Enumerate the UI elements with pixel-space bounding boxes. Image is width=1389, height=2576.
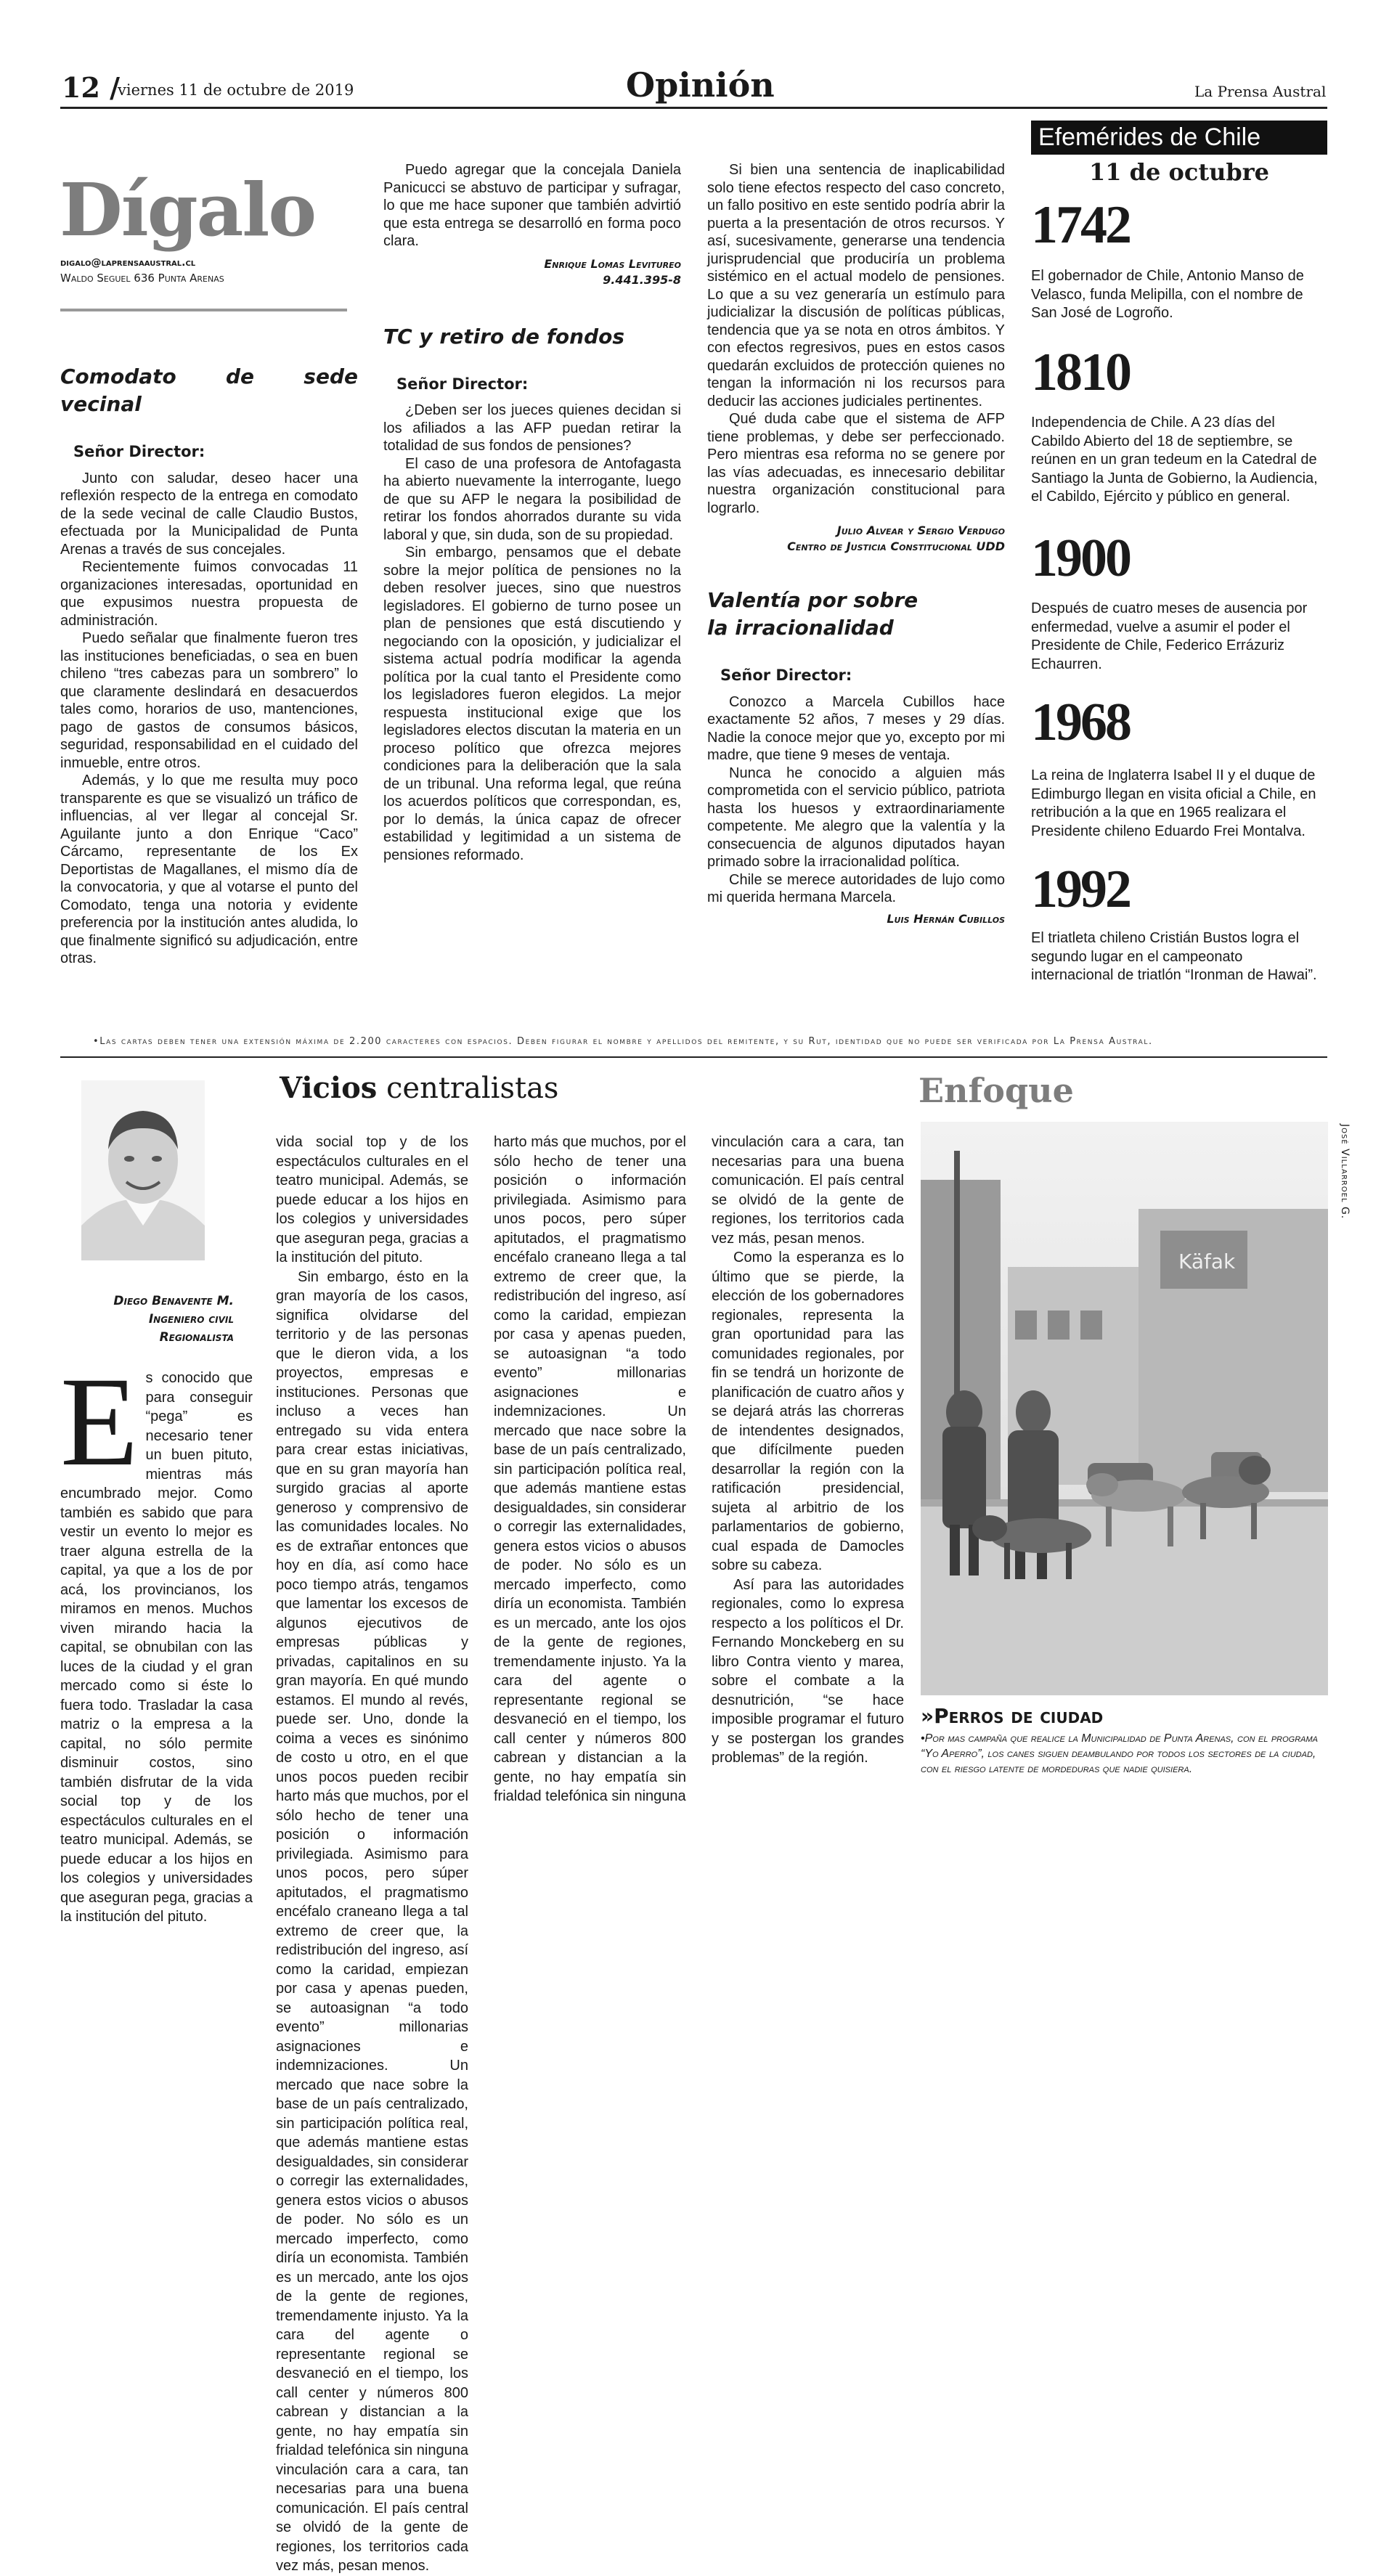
letter-signature: Julio Alvear y Sergio Verdugo bbox=[836, 523, 1005, 537]
column-text-4 bbox=[712, 1133, 904, 1786]
efemeride-year: 1900 bbox=[1031, 529, 1130, 588]
efemeride-text: El gobernador de Chile, Antonio Manso de Velasco, funda Melipilla, con el nombre de San José de Logroño. bbox=[1031, 268, 1304, 321]
efemeride-year: 1742 bbox=[1031, 195, 1130, 255]
paragraph: Qué duda cabe que el sistema de AFP tiene problemas, y debe ser perfeccionado. Pero mientras esa reforma no se genere por las vías adecuadas, es innecesario debilitar nuestra organización constitucional para lograrlo. bbox=[707, 411, 1005, 516]
letter-column-c bbox=[707, 161, 1005, 927]
paragraph: Nunca he conocido a alguien más comprometida con el servicio público, patriota hasta los huesos y extraordinariamente competente. Me alegro que la valentía y la consecuencia de algunos diputados hayan primado sobre la irracionalidad política. bbox=[707, 765, 1005, 870]
issue-date: viernes 11 de octubre de 2019 bbox=[118, 81, 354, 99]
letter-title bbox=[707, 587, 1005, 642]
paragraph: Sin embargo, ésto en la gran mayoría de los casos, significa olvidarse del territorio y de las personas que le dieron vida, a los proyectos, empresas e instituciones. Personas que incluso a veces han entregado su vida entera para crear estas iniciativas, que en su gran mayoría han surgido gracias al aporte generoso y comprensivo de las comunidades locales. No es de extrañar entonces que hoy en día, así como hace poco tiempo atrás, tengamos que lamentar los excesos de algunos ejecutivos de empresas públicas y privadas, capitalinos en su gran mayoría. En qué mundo estamos. El mundo al revés, puede ser. Uno, donde la coima a veces es sinónimo de costo u otro, en el que unos pocos pueden recibir harto más que muchos, por el sólo hecho de tener una posición o información privilegiada. Asimismo para unos pocos, pero súper apitutados, el pragmatismo encéfalo craneano llega a tal extremo de creer que, la redistribución del ingreso, así como la caridad, empiezan por casa y apenas pueden, se autoasignan “a todo evento” millonarias asignaciones e indemnizaciones. Un mercado que nace sobre la base de un país centralizado, sin participación política real, que además mantiene estas desigualdades, sin considerar o corregir las externalidades, genera estos vicios o abusos de poder. No sólo es un mercado imperfecto, como diría un economista. También es un mercado, ante los ojos de la gente de regiones, tremendamente injusto. Ya la cara del agente o representante regional se desvaneció en el tiempo, los call center y números 800 cabrean y distancian a la gente, no hay empatía sin frialdad telefónica sin ninguna vinculación cara a cara, tan necesarias para una buena comunicación. El país central se olvidó de la gente de regiones, los territorios cada vez más, pesan menos. bbox=[276, 1268, 468, 2574]
letter-signature: Luis Hernán Cubillos bbox=[887, 911, 1005, 926]
efemerides-date: 11 de octubre bbox=[1088, 158, 1269, 186]
street-photo bbox=[921, 1122, 1328, 1695]
author-name: Diego Benavente M. bbox=[113, 1294, 234, 1308]
paragraph: Si bien una sentencia de inaplicabilidad solo tiene efectos respecto del caso concreto, un fallo positivo en este sentido podría abrir la puerta a la presentación de otros recursos. Y así, sucesivamente, generarse una tendencia jurisprudencial que produciría un problema sistémico en el actual modelo de pensiones. Lo que a su vez generaría un estímulo para judicializar la discusión de políticas públicas, tendencia que ya se nota en otros ámbitos. Y con efectos regresivos, pues en estos casos quedarán excluidos de protección quienes no tengan la información ni los recursos para deducir las acciones judiciales pertinentes. bbox=[707, 162, 1005, 409]
drop-cap: E bbox=[60, 1351, 139, 1493]
section-divider bbox=[60, 1056, 1327, 1058]
letter-salutation: Señor Director: bbox=[720, 667, 852, 684]
letter-comodato bbox=[60, 363, 358, 968]
author-role: Ingeniero civil bbox=[148, 1312, 234, 1326]
letter-title-line: la irracionalidad bbox=[707, 616, 894, 640]
digalo-address: Waldo Seguel 636 Punta Arenas bbox=[60, 272, 224, 285]
paragraph: El caso de una profesora de Antofagasta ha abierto nuevamente la interrogante, luego de que su AFP le negara la posibilidad de retirar los fondos ahorrados durante su vida laboral y que, sin duda, son de su propiedad. bbox=[383, 455, 681, 543]
letter-signature-org: Centro de Justicia Constitucional UDD bbox=[787, 539, 1005, 553]
column-text-2 bbox=[276, 1133, 468, 2574]
enfoque-title: Enfoque bbox=[918, 1071, 1074, 1110]
letter-column-b bbox=[383, 161, 681, 864]
digalo-email: digalo@laprensaaustral.cl bbox=[60, 257, 196, 269]
photo-credit: José Villarroel G. bbox=[1339, 1124, 1351, 1220]
paragraph: Como la esperanza es lo último que se pierde, la elección de los gobernadores regionales, representa la gran oportunidad para las comunidades regionales, por fin se tendrá un horizonte de planificación de cuatro años y se dejará atrás las chorreras de intendentes designados, que difícilmente pueden desarrollar la región con la ratificación presidencial, sujeta al arbitrio de los parlamentarios de gobierno, cual espada de Damocles sobre su cabeza. bbox=[712, 1250, 904, 1573]
paragraph: s conocido que para conseguir “pega” es necesario tener un buen pituto, mientras más encumbrado mejor. Como también es sabido que para vestir un evento lo mejor es traer alguna estrella de la capital, ya que a los de por acá, los provincianos, los miramos en menos. Muchos viven mirando hacia la capital, se obnubilan con las luces de la ciudad y el gran mercado como si éste lo fuera todo. Trasladar la casa matriz o la empresa a la capital, no sólo permite disminuir costos, sino también disfrutar de la vida social top y de los espectáculos culturales en el teatro municipal. Además, se puede educar a los hijos en los colegios y universidades que aseguran pega, gracias a la institución del pituto. bbox=[60, 1370, 253, 1925]
letter-salutation: Señor Director: bbox=[73, 443, 205, 460]
efemerides-banner: Efemérides de Chile bbox=[1031, 121, 1327, 155]
column-text-3 bbox=[494, 1133, 686, 1804]
paragraph: Recientemente fuimos convocadas 11 organizaciones interesadas, oportunidad en que expusimos nuestra propuesta de administración. bbox=[60, 559, 358, 629]
author-role: Regionalista bbox=[159, 1330, 234, 1345]
digalo-title: Dígalo bbox=[60, 167, 316, 253]
paragraph: Así para las autoridades regionales, como lo expresa respecto a los políticos el Dr. Fernando Monckeberg en su libro Contra viento y marea, sobre el combate a la desnutrición, “se hace imposible programar el futuro y se postergan los grandes problemas” de la región. bbox=[712, 1576, 904, 1766]
letter-title: Comodato de sede vecinal bbox=[60, 364, 358, 416]
letter-salutation: Señor Director: bbox=[396, 375, 529, 393]
paragraph-continued: harto más que muchos, por el sólo hecho de tener una posición o información privilegiada. Asimismo para unos pocos, pero súper apitutados, el pragmatismo encéfalo craneano llega a tal extremo de creer que, la redistribución del ingreso, así como la caridad, empiezan por casa y apenas pueden, se autoasignan “a todo evento” millonarias asignaciones e indemnizaciones. Un mercado que nace sobre la base de un país centralizado, sin participación política real, que además mantiene estas desigualdades, sin considerar o corregir las externalidades, genera estos vicios o abusos de poder. No sólo es un mercado imperfecto, como diría un economista. También es un mercado, ante los ojos de la gente de regiones, tremendamente injusto. Ya la cara del agente o representante regional se desvaneció en el tiempo, los call center y números 800 cabrean y distancian a la gente, no hay empatía sin frialdad telefónica sin ninguna bbox=[494, 1134, 686, 1804]
paragraph: Puedo señalar que finalmente fueron tres las instituciones beneficiadas, o sea en buen chileno “tres cabezas para un sombrero” lo que claramente deslindará en desacuerdos tales como, horarios de uso, mantenciones, pago de gastos de consumos básicos, seguridad, responsabilidad en el cuidado del inmueble, entre otros. bbox=[60, 630, 358, 771]
efemeride-year: 1810 bbox=[1031, 343, 1130, 402]
letter-signature: Enrique Lomas Levitureo bbox=[544, 256, 681, 271]
efemeride-text: Después de cuatro meses de ausencia por enfermedad, vuelve a asumir el poder el Presidente de Chile, Federico Errázuriz Echaurren. bbox=[1031, 600, 1308, 672]
paragraph: Además, y lo que me resulta muy poco transparente es que se visualizó un tráfico de influencias, al ver llegar al concejal Sr. Aguilante junto a don Enrique “Caco” Cárcamo, representante de los Ex Deportistas de Magallanes, el mismo día de la convocatoria, y que al votarse el punto del Comodato, tenga una notoria y evidente preferencia por la institución antes aludida, lo que finalmente significó su adjudicación, entre otras. bbox=[60, 773, 358, 966]
column-text-1 bbox=[60, 1351, 253, 1925]
paragraph: Conozco a Marcela Cubillos hace exactamente 52 años, 7 meses y 29 días. Nadie la conoce mejor que yo, excepto por mi madre, que tiene 9 meses de ventaja. bbox=[707, 693, 1005, 763]
header-rule bbox=[60, 107, 1327, 109]
letters-notice: •Las cartas deben tener una extensión máxima de 2.200 caracteres con espacios. Deben figurar el nombre y apellidos del remitente, y su Rut, identidad que no puede ser verificada por La Prensa Austral. bbox=[93, 1036, 1153, 1047]
photo-illustration bbox=[921, 1122, 1328, 1695]
paragraph-continued: vinculación cara a cara, tan necesarias para una buena comunicación. El país central se olvidó de la gente de regiones, los territorios cada vez más, pesan menos. bbox=[712, 1134, 904, 1247]
efemeride-text: Independencia de Chile. A 23 días del Cabildo Abierto del 18 de septiembre, se reúnen en un gran tedeum en la Catedral de Santiago la Junta de Gobierno, la Audiencia, el Cabildo, Ejército y público en general. bbox=[1031, 415, 1318, 505]
paragraph: Puedo agregar que la concejala Daniela Panicucci se abstuvo de participar y sufragar, lo que me hace suponer que también advirtió que esta entrega se desarrolló en forma poco clara. bbox=[383, 162, 681, 249]
photo-caption: •Por mas campaña que realice la Municipalidad de Punta Arenas, con el programa “Yo Aperro”, los canes siguen deambulando por todos los sectores de la ciudad, con el riesgo latente de mordeduras que nadie quisiera. bbox=[921, 1732, 1319, 1775]
letter-title: TC y retiro de fondos bbox=[383, 324, 625, 349]
digalo-rule bbox=[60, 309, 347, 311]
newspaper-name: La Prensa Austral bbox=[1194, 83, 1327, 100]
letter-signature-id: 9.441.395-8 bbox=[603, 272, 681, 287]
photo-headline: »Perros de ciudad bbox=[921, 1704, 1104, 1728]
paragraph: ¿Deben ser los jueces quienes decidan si los afiliados a las AFP puedan retirar la totalidad de sus fondos de pensiones? bbox=[383, 402, 681, 454]
section-title: Opinión bbox=[626, 65, 775, 105]
portrait-illustration bbox=[81, 1080, 205, 1260]
author-portrait bbox=[81, 1080, 205, 1260]
column-title bbox=[280, 1071, 558, 1105]
column-title-bold: Vicios bbox=[280, 1071, 378, 1105]
page-number: 12 / bbox=[62, 71, 120, 104]
paragraph: Junto con saludar, deseo hacer una reflexión respecto de la entrega en comodato de la sede vecinal de calle Claudio Bustos, efectuada por la Municipalidad de Punta Arenas a través de sus concejales. bbox=[60, 470, 358, 558]
efemeride-year: 1968 bbox=[1031, 693, 1130, 752]
paragraph: Chile se merece autoridades de lujo como mi querida hermana Marcela. bbox=[707, 871, 1005, 905]
efemeride-year: 1992 bbox=[1031, 860, 1130, 919]
paragraph: Sin embargo, pensamos que el debate sobre la mejor política de pensiones no la deben resolver jueces, sino que nuestros legisladores. El gobierno de turno posee un plan de pensiones que está discutiendo y negociando con la oposición, y judicializar el sistema actual podría modificar la agenda política por la cual tanto el Presidente como los legisladores fueron elegidos. La mejor respuesta institucional exige que los legisladores electos discutan la materia en un proceso político que ofrezca mejores condiciones para la deliberación que la sala de un tribunal. Una reforma legal, que reúna los acuerdos políticos que correspondan, es, por lo demás, la única capaz de ofrecer estabilidad y legitimidad a un sistema de pensiones reformado. bbox=[383, 545, 681, 863]
column-author bbox=[73, 1292, 234, 1347]
letter-title-line: Valentía por sobre bbox=[707, 588, 918, 612]
efemeride-text: El triatleta chileno Cristián Bustos logra el segundo lugar en el campeonato internacional de triatlón “Ironman de Hawai”. bbox=[1031, 930, 1317, 983]
column-title-rest: centralistas bbox=[377, 1072, 559, 1105]
storefront-sign: Käfak bbox=[1178, 1250, 1236, 1273]
paragraph-continued: vida social top y de los espectáculos culturales en el teatro municipal. Además, se puede educar a los hijos en los colegios y universidades que aseguran pega, gracias a la institución del pituto. bbox=[276, 1134, 468, 1265]
efemeride-text: La reina de Inglaterra Isabel II y el duque de Edimburgo llegan en visita oficial a Chile, en retribución a la que en 1965 realizara el Presidente chileno Eduardo Frei Montalva. bbox=[1031, 767, 1316, 839]
